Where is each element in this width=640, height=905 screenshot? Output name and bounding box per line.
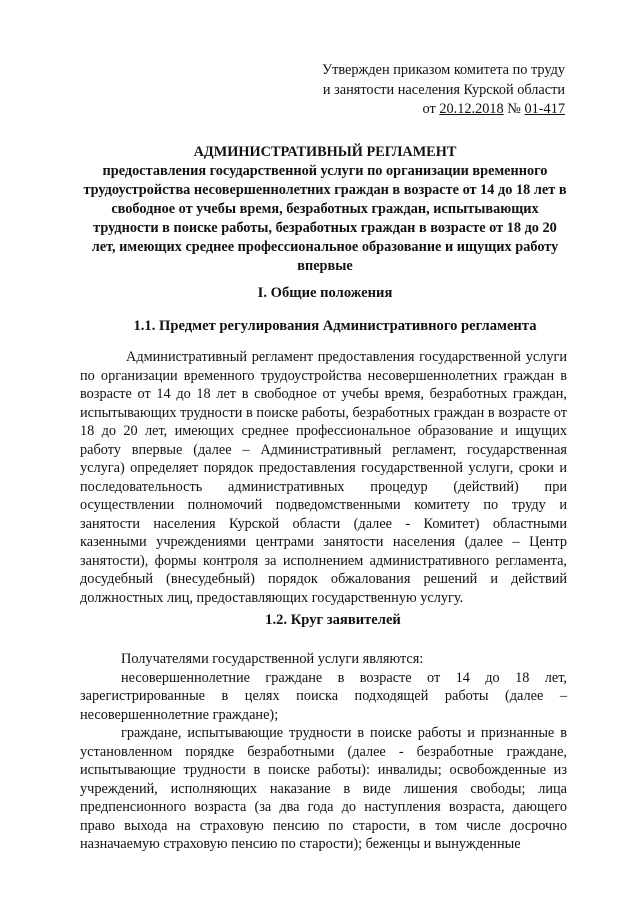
paragraph-applicants — [80, 650, 567, 854]
approval-line-1: Утвержден приказом комитета по труду — [322, 62, 565, 78]
section-heading-subject: 1.1. Предмет регулирования Административного регламента — [133, 318, 537, 334]
paragraph-subject — [80, 348, 567, 607]
regulation-subtitle: предоставления государственной услуги по организации временного трудоустройства несовершеннолетних граждан в возрасте от 14 до 18 лет в свободное от учебы время, безработных граждан, испытывающих трудности в поиске работы, безработных граждан в возрасте от 18 до 20 лет, имеющих среднее профессиональное образование и ищущих работу впервые — [83, 163, 567, 274]
section-heading-applicants: 1.2. Круг заявителей — [265, 612, 401, 628]
paragraph-3: несовершеннолетние граждане в возрасте от 14 до 18 лет, зарегистрированные в целях поиска подходящей работы (далее – несовершеннолетние граждане); — [80, 669, 567, 723]
regulation-title: АДМИНИСТРАТИВНЫЙ РЕГЛАМЕНТ — [193, 144, 457, 160]
document-title — [80, 143, 570, 276]
approval-stamp — [305, 61, 565, 120]
paragraph-4: граждане, испытывающие трудности в поиске работы и признанные в установленном порядке безработными (далее - безработные граждане, испытывающие трудности в поиске работы): инвалиды; освобожденные из учреждений, исполняющих наказание в виде лишения свободы; лица предпенсионного возраста (за два года до наступления возраста, дающего право выхода на страховую пенсию по старости, в том числе досрочно назначаемую страховую пенсию по старости); беженцы и вынужденные — [80, 725, 567, 852]
approval-date: 20.12.2018 — [439, 101, 504, 117]
section-heading-general: I. Общие положения — [257, 285, 393, 301]
approval-number: 01-417 — [524, 101, 565, 117]
paragraph-2: Получателями государственной услуги являются: — [121, 651, 424, 667]
approval-no-sign: № — [507, 101, 521, 117]
paragraph-1: Административный регламент предоставления государственной услуги по организации временного трудоустройства несовершеннолетних граждан в возрасте от 14 до 18 лет в свободное от учебы время, безработных граждан, испытывающих трудности в поиске работы, безработных граждан в возрасте от 18 до 20 лет, имеющих среднее профессиональное образование и ищущих работу впервые (далее – Административный регламент, государственная услуга) определяет порядок предоставления государственной услуги, сроки и последовательность административных процедур (действий) при осуществлении полномочий подведомственными комитету по труду и занятости населения Курской области (далее - Комитет) областными казенными учреждениями центрами занятости населения (далее – Центр занятости), формы контроля за исполнением административного регламента, досудебный (внесудебный) порядок обжалования решений и действий должностных лиц, предоставляющих государственную услугу. — [80, 349, 567, 606]
approval-line-3 — [305, 100, 565, 120]
approval-from: от — [422, 101, 436, 117]
approval-line-2: и занятости населения Курской области — [322, 81, 565, 98]
